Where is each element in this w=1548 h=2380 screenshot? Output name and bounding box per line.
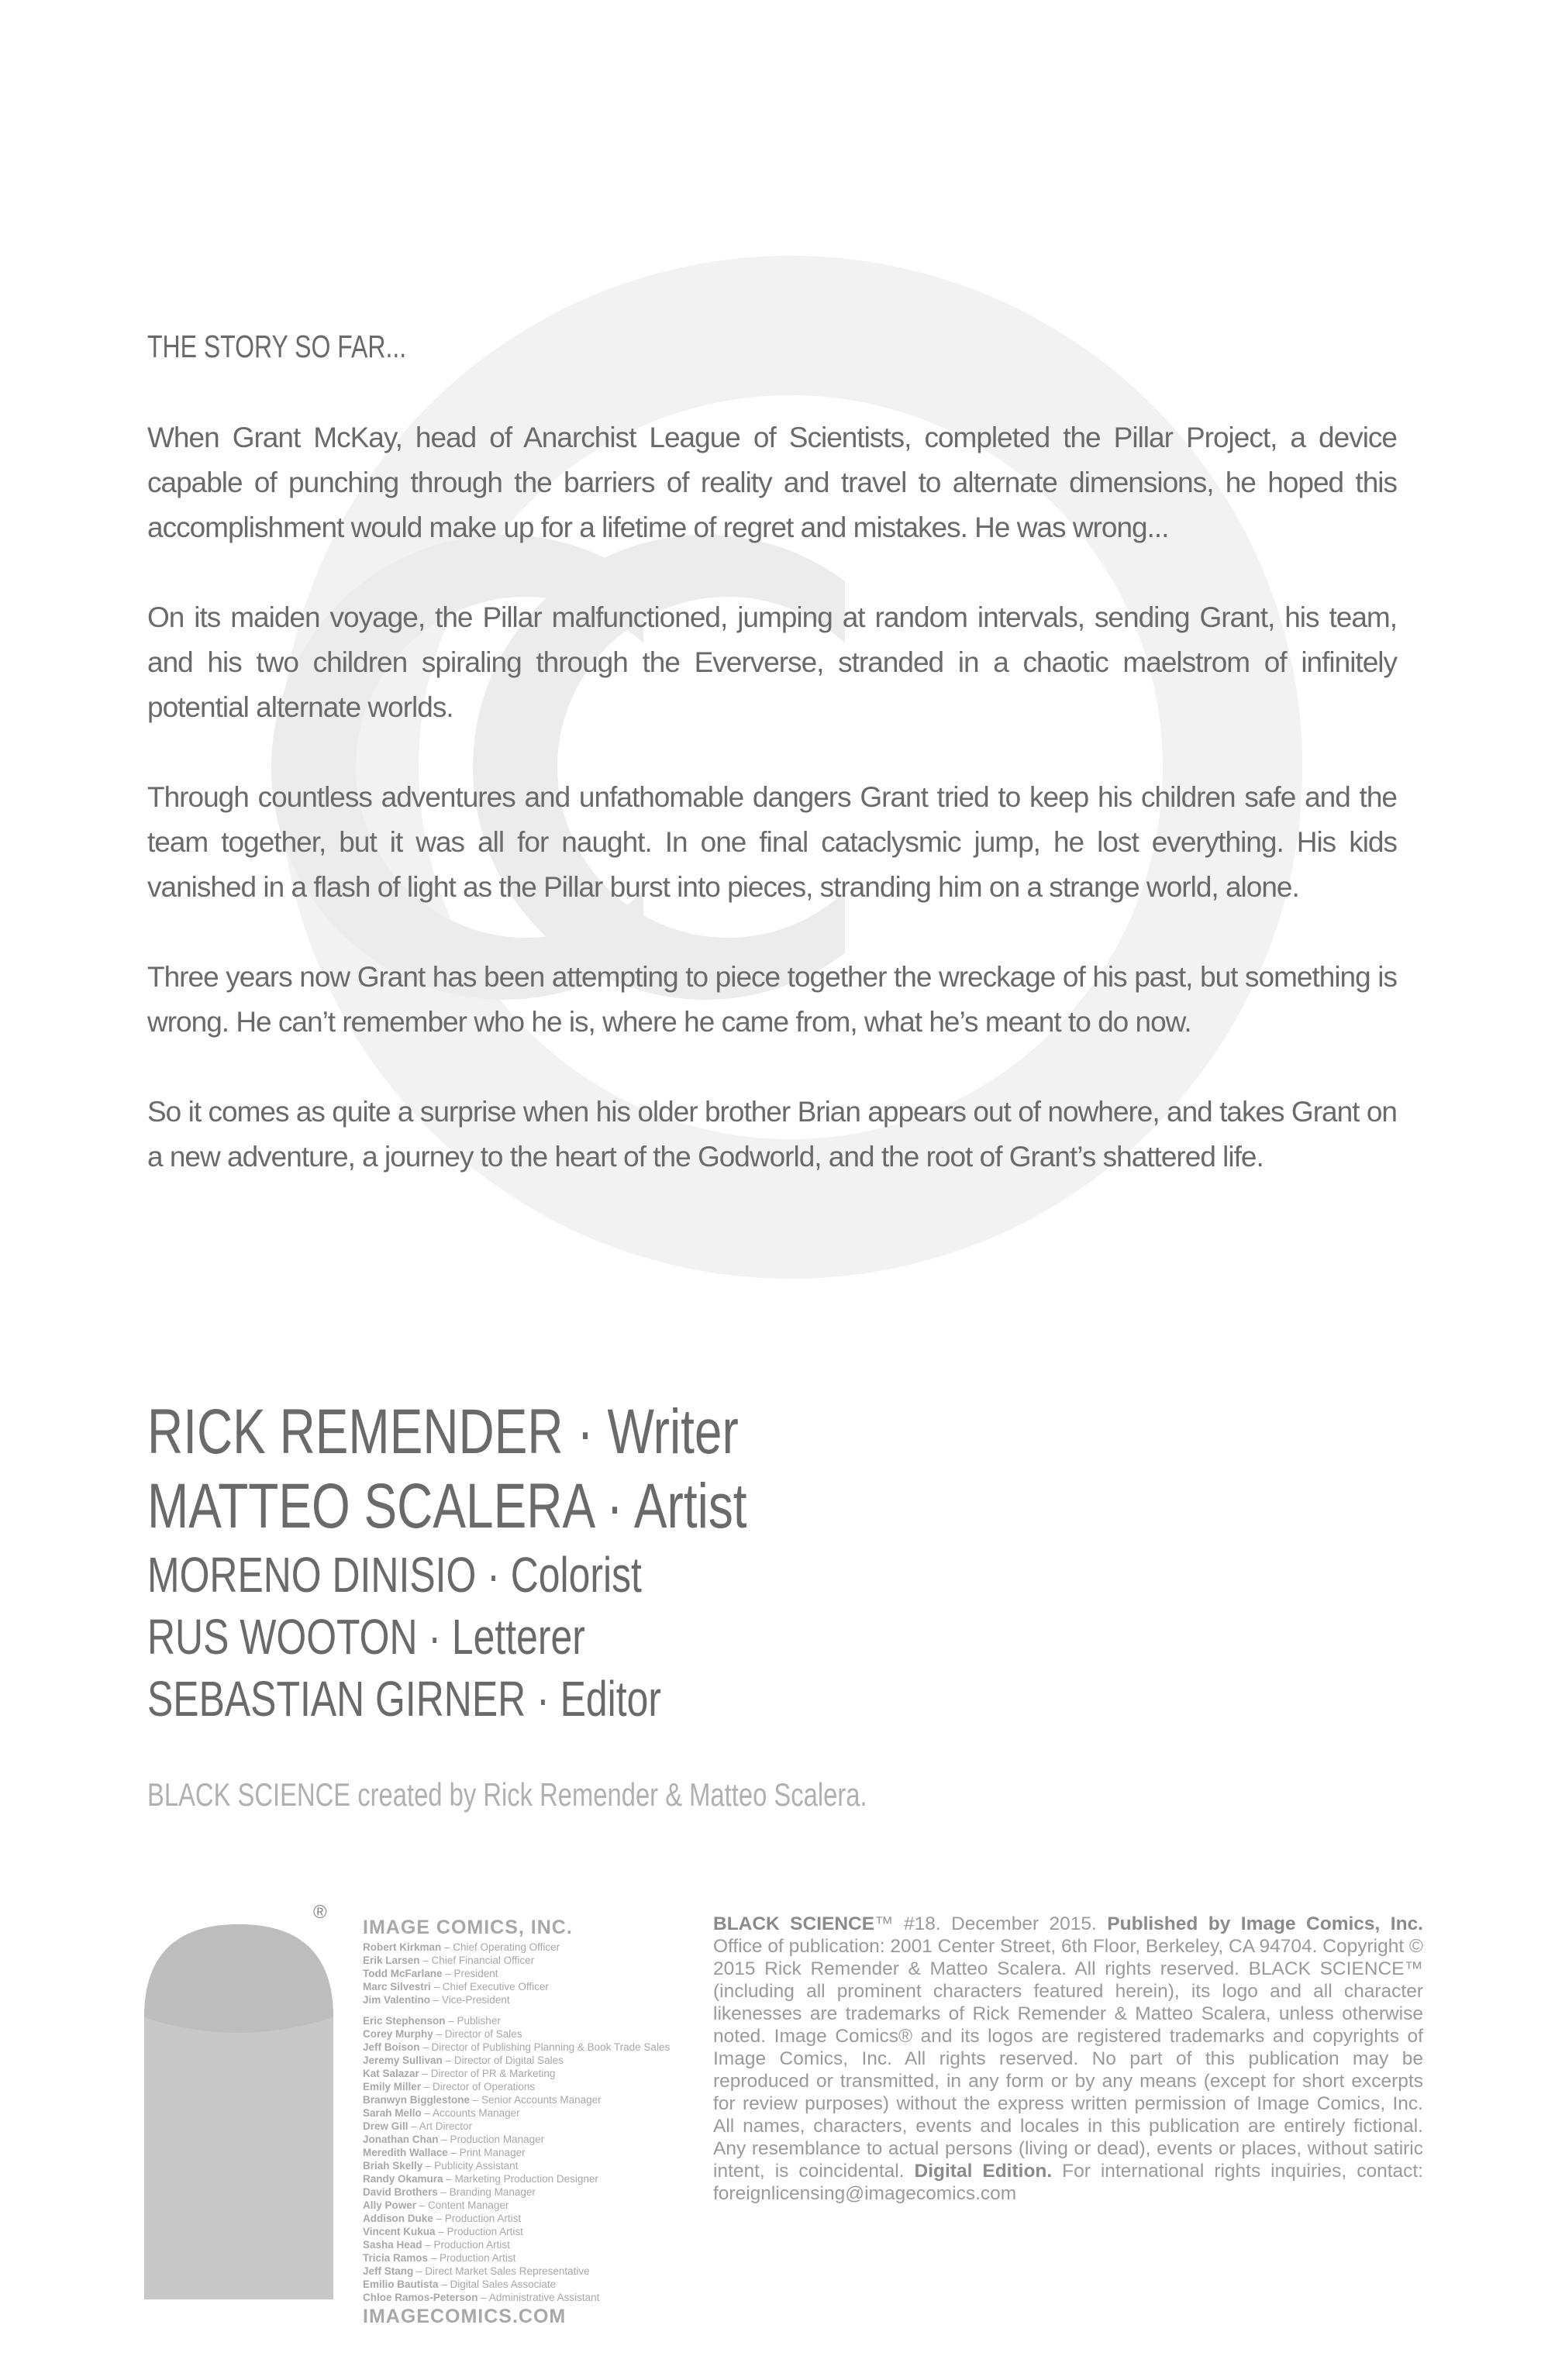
- staff-name: Ally Power: [363, 2199, 417, 2211]
- staff-row: [363, 2212, 673, 2225]
- staff-name: Jim Valentino: [363, 1994, 431, 2006]
- staff-name: Robert Kirkman: [363, 1941, 442, 1953]
- staff-name: Chloe Ramos-Peterson: [363, 2292, 478, 2303]
- staff-name: Emilio Bautista: [363, 2278, 439, 2290]
- staff-name: Sasha Head: [363, 2239, 422, 2251]
- staff-row: [363, 2093, 673, 2106]
- staff-role: – Direct Market Sales Representative: [413, 2265, 590, 2277]
- staff-name: Eric Stephenson: [363, 2015, 446, 2027]
- staff-row: [363, 2106, 673, 2120]
- staff-name: Jeremy Sullivan: [363, 2055, 443, 2066]
- staff-name: Addison Duke: [363, 2213, 433, 2224]
- digital-edition: Digital Edition.: [914, 2161, 1053, 2182]
- staff-name: Vincent Kukua: [363, 2226, 436, 2237]
- staff-row: [363, 1980, 673, 1993]
- staff-name: David Brothers: [363, 2186, 438, 2198]
- staff-row: [363, 2278, 673, 2291]
- staff-row: [363, 2172, 673, 2185]
- staff-name: Sarah Mello: [363, 2107, 422, 2119]
- staff-row: [363, 2238, 673, 2251]
- staff-row: [363, 2041, 673, 2054]
- company-name: IMAGE COMICS, INC.: [363, 1917, 573, 1938]
- staff-role: – Production Artist: [422, 2239, 510, 2251]
- staff-role: – Director of Sales: [433, 2028, 522, 2040]
- staff-role: – Accounts Manager: [421, 2107, 520, 2119]
- staff-row: [363, 2225, 673, 2238]
- staff-role: – Branding Manager: [437, 2186, 536, 2198]
- staff-name: Corey Murphy: [363, 2028, 433, 2040]
- staff-name: Erik Larsen: [363, 1955, 420, 1966]
- created-by-line: BLACK SCIENCE created by Rick Remender & Matteo Scalera.: [147, 1776, 867, 1813]
- staff-row: [363, 2185, 673, 2199]
- staff-row: [363, 2251, 673, 2265]
- staff-role: – Senior Accounts Manager: [470, 2094, 602, 2106]
- staff-role: – Publicity Assistant: [422, 2160, 519, 2172]
- staff-role: – Publisher: [445, 2015, 501, 2027]
- staff-role: – Director of Publishing Planning & Book Trade Sales: [419, 2041, 671, 2053]
- staff-name: Jeff Boison: [363, 2041, 420, 2053]
- staff-name: Marc Silvestri: [363, 1981, 431, 1993]
- credit-letterer: RUS WOOTON · Letterer: [147, 1609, 585, 1665]
- staff-row: [363, 2146, 673, 2159]
- staff-row: [363, 2054, 673, 2067]
- credit-artist: MATTEO SCALERA · Artist: [147, 1471, 747, 1541]
- staff-row: [363, 2133, 673, 2146]
- staff-role: – Production Artist: [433, 2213, 522, 2224]
- credit-editor: SEBASTIAN GIRNER · Editor: [147, 1671, 661, 1727]
- staff-role: – Production Manager: [438, 2134, 545, 2145]
- staff-name: Meredith Wallace: [363, 2147, 448, 2158]
- staff-role: – Content Manager: [416, 2199, 509, 2211]
- story-heading: THE STORY SO FAR...: [147, 329, 407, 364]
- staff-row: [363, 1993, 673, 2006]
- staff-name: Tricia Ramos: [363, 2252, 429, 2264]
- staff-row: [363, 2120, 673, 2133]
- staff-row: [363, 2080, 673, 2093]
- staff-role: – Production Artist: [435, 2226, 523, 2237]
- staff-name: Kat Salazar: [363, 2068, 419, 2079]
- staff-row: [363, 2014, 673, 2027]
- staff-name: Jeff Stang: [363, 2265, 414, 2277]
- trademark-symbol: ™: [874, 1913, 894, 1934]
- story-paragraph: Through countless adventures and unfathomable dangers Grant tried to keep his children safe and the team together, but it was all for naught. In one final cataclysmic jump, he lost everything. His kids vanished in a flash of light as the Pillar burst into pieces, stranding him on a strange world, alone.: [147, 781, 1397, 903]
- staff-role: – Director of Operations: [421, 2081, 536, 2092]
- published-by: Published by Image Comics, Inc.: [1107, 1913, 1423, 1934]
- staff-role: – Administrative Assistant: [478, 2292, 600, 2303]
- staff-role: – Chief Executive Officer: [430, 1981, 549, 1993]
- story-paragraph: On its maiden voyage, the Pillar malfunctioned, jumping at random intervals, sending Grant, his team, and his two children spiraling through the Eververse, stranded in a chaotic maelstrom of infinitely potential alternate worlds.: [147, 601, 1397, 723]
- staff-role: – President: [442, 1968, 498, 1979]
- staff-name: Emily Miller: [363, 2081, 422, 2092]
- staff-role: – Print Manager: [447, 2147, 526, 2158]
- staff-role: – Marketing Production Designer: [443, 2173, 598, 2185]
- staff-role: – Director of Digital Sales: [442, 2055, 564, 2066]
- legal-indicia: [713, 1913, 1423, 2205]
- staff-role: – Art Director: [408, 2120, 473, 2132]
- staff-role: – Chief Operating Officer: [441, 1941, 560, 1953]
- issue-info: #18. December 2015.: [893, 1913, 1108, 1934]
- staff-name: Jonathan Chan: [363, 2134, 439, 2145]
- staff-role: – Production Artist: [428, 2252, 516, 2264]
- credits: [147, 1395, 916, 1730]
- credit-writer: RICK REMENDER · Writer: [147, 1397, 739, 1467]
- image-comics-logo: [144, 1924, 333, 2299]
- registered-mark: ®: [313, 1902, 327, 1923]
- legal-title: BLACK SCIENCE: [713, 1913, 875, 1934]
- story-paragraph: So it comes as quite a surprise when his older brother Brian appears out of nowhere, and takes Grant on a new adventure, a journey to the heart of the Godworld, and the root of Grant’s shattered life.: [147, 1096, 1397, 1173]
- legal-body: Office of publication: 2001 Center Street, 6th Floor, Berkeley, CA 94704. Copyright © 2015 Rick Remender & Matteo Scalera. All rights reserved. BLACK SCIENCE™ (including all prominent characters featured herein), its logo and all character likenesses are trademarks of Rick Remender & Matteo Scalera, unless otherwise noted. Image Comics® and its logos are registered trademarks and copyrights of Image Comics, Inc. All rights reserved. No part of this publication may be reproduced or transmitted, in any form or by any means (except for short excerpts for review purposes) without the express written permission of Image Comics, Inc. All names, characters, events and locales in this publication are entirely fictional. Any resemblance to actual persons (living or dead), events or places, without satiric intent, is coincidental.: [713, 1936, 1423, 2182]
- staff-name: Drew Gill: [363, 2120, 409, 2132]
- staff-name: Todd McFarlane: [363, 1968, 443, 1979]
- story-summary: [147, 324, 1397, 1224]
- staff-role: – Vice-President: [430, 1994, 510, 2006]
- staff-row: [363, 1967, 673, 1980]
- legal-contact: For international rights inquiries, contact: foreignlicensing@imagecomics.com: [713, 2161, 1423, 2204]
- staff-row: [363, 2067, 673, 2080]
- staff-name: Branwyn Bigglestone: [363, 2094, 471, 2106]
- staff-row: [363, 2027, 673, 2041]
- staff-row: [363, 1941, 673, 1954]
- staff-row: [363, 2199, 673, 2212]
- story-paragraph: When Grant McKay, head of Anarchist League of Scientists, completed the Pillar Project, a device capable of punching through the barriers of reality and travel to alternate dimensions, he hoped this accomplishment would make up for a lifetime of regret and mistakes. He was wrong...: [147, 422, 1397, 543]
- staff-role: – Digital Sales Associate: [438, 2278, 557, 2290]
- website-link[interactable]: IMAGECOMICS.COM: [363, 2306, 567, 2327]
- staff-role: – Director of PR & Marketing: [419, 2068, 556, 2079]
- staff-row: [363, 1954, 673, 1967]
- credit-colorist: MORENO DINISIO · Colorist: [147, 1547, 642, 1603]
- story-paragraph: Three years now Grant has been attempting to piece together the wreckage of his past, but something is wrong. He can’t remember who he is, where he came from, what he’s meant to do now.: [147, 961, 1397, 1038]
- staff-name: Randy Okamura: [363, 2173, 443, 2185]
- staff-row: [363, 2159, 673, 2172]
- staff-row: [363, 2291, 673, 2304]
- staff-name: Briah Skelly: [363, 2160, 423, 2172]
- publisher-staff-list: [363, 1917, 673, 2328]
- staff-row: [363, 2265, 673, 2278]
- staff-role: – Chief Financial Officer: [419, 1955, 535, 1966]
